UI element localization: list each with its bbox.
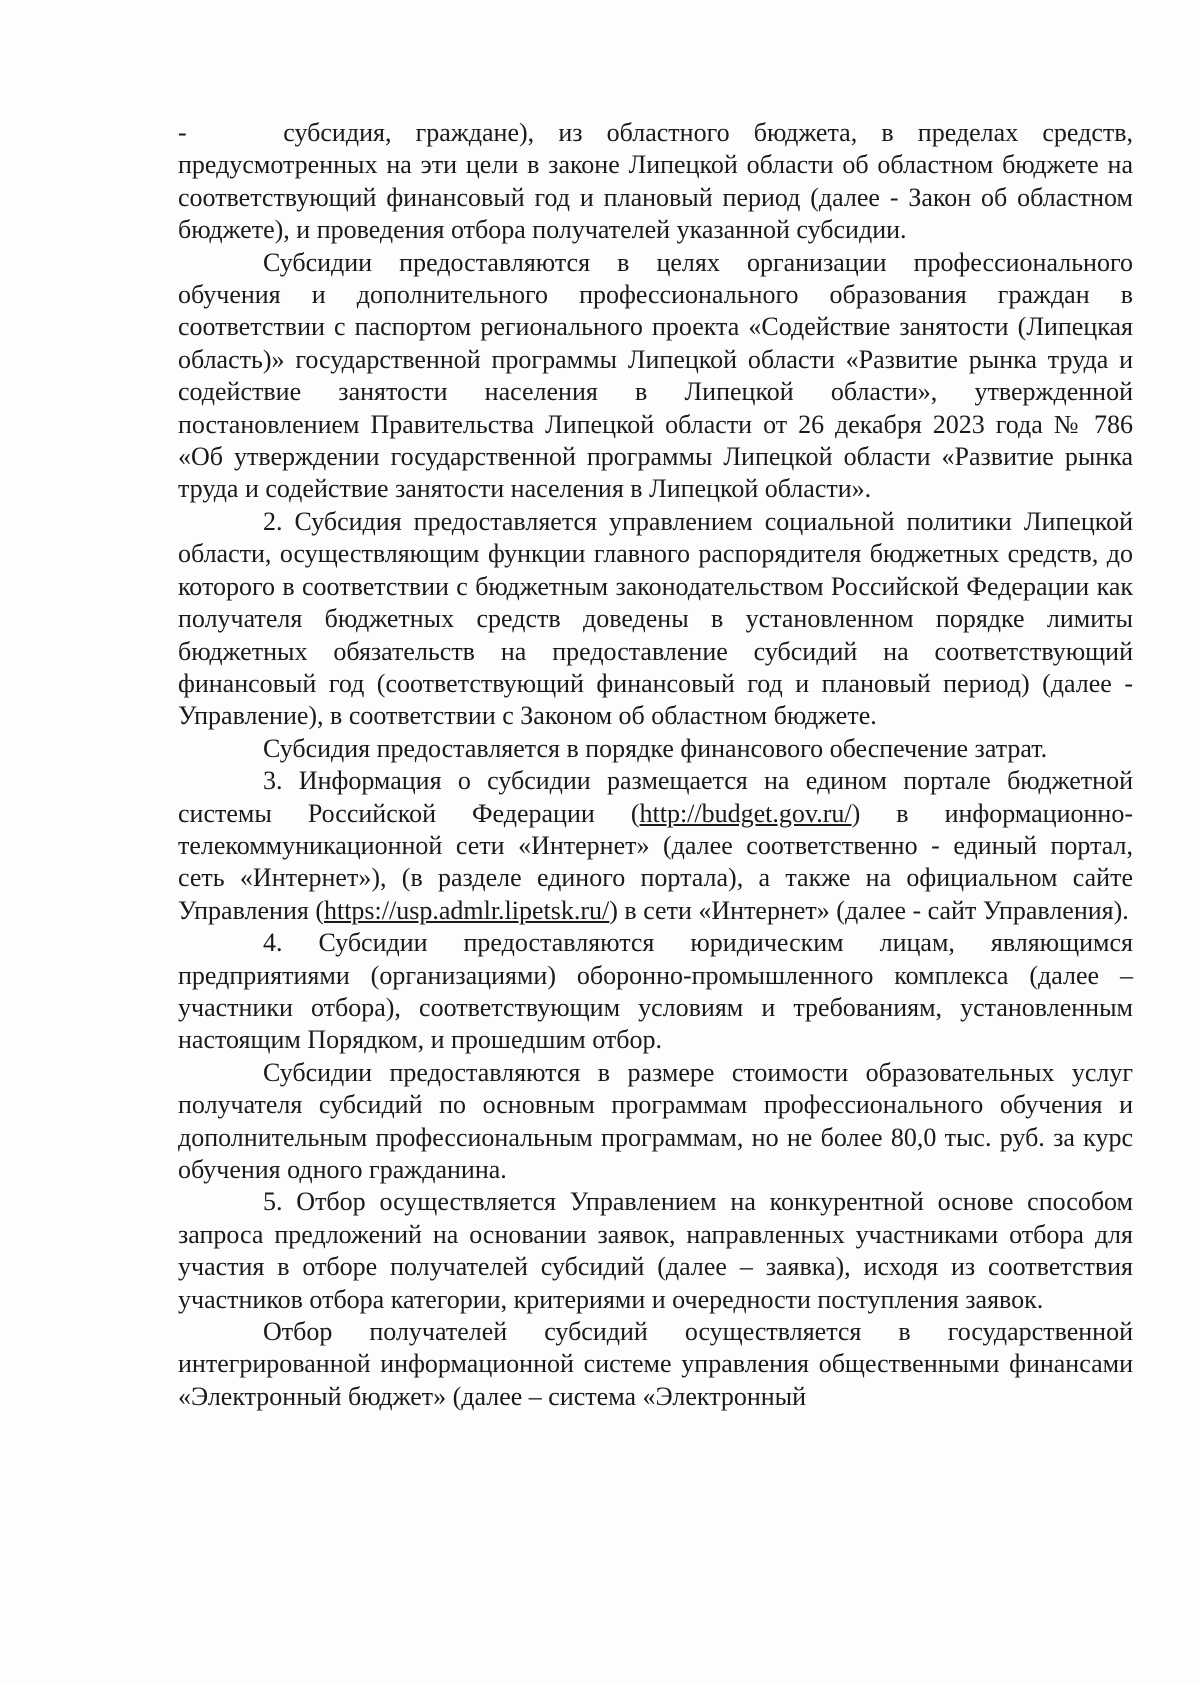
- budget-portal-link[interactable]: http://budget.gov.ru/: [639, 798, 852, 828]
- paragraph-clause-3: [178, 765, 1133, 927]
- paragraph-financing-order: [178, 733, 1133, 765]
- usp-site-link[interactable]: https://usp.admlr.lipetsk.ru/: [323, 895, 610, 925]
- paragraph-text: 3. Информация о субсидии размещается на едином портале бюджетной системы Российской Федерации (: [178, 766, 1133, 828]
- paragraph-text: Отбор получателей субсидий осуществляется в государственной интегрированной информационной системе управления общественными финансами «Электронный бюджет» (далее – система «Электронный: [178, 1317, 1133, 1411]
- paragraph-purpose: [178, 247, 1133, 506]
- paragraph-clause-5: [178, 1186, 1133, 1316]
- paragraph-text: 4. Субсидии предоставляются юридическим лицам, являющимся предприятиями (организациями) оборонно-промышленного комплекса (далее – участники отбора), соответствующим условиям и требованиям, установленным настоящим Порядком, и прошедшим отбор.: [178, 928, 1133, 1055]
- paragraph-subsidy-size: [178, 1057, 1133, 1187]
- paragraph-text: Субсидия предоставляется в порядке финансового обеспечение затрат.: [263, 733, 1048, 763]
- paragraph-text: 5. Отбор осуществляется Управлением на конкурентной основе способом запроса предложений на основании заявок, направленных участниками отбора для участия в отборе получателей субсидий (далее – заявка), исходя из соответствия участников отбора категории, критериями и очередности поступления заявок.: [178, 1187, 1133, 1314]
- paragraph-selection-system: [178, 1316, 1133, 1413]
- paragraph-clause-2: [178, 506, 1133, 733]
- paragraph-text: Субсидии предоставляются в размере стоимости образовательных услуг получателя субсидий по основным программам профессионального обучения и дополнительным профессиональным программам, но не более 80,0 тыс. руб. за курс обучения одного гражданина.: [178, 1057, 1133, 1184]
- paragraph-text: ) в сети «Интернет» (далее - сайт Управления).: [609, 895, 1129, 925]
- paragraph-continuation: [178, 117, 1133, 247]
- paragraph-text: 2. Субсидия предоставляется управлением социальной политики Липецкой области, осуществляющим функции главного распорядителя бюджетных средств, до которого в соответствии с бюджетным законодательством Российской Федерации как получателя бюджетных средств доведены в установленном порядке лимиты бюджетных обязательств на предоставление субсидий на соответствующий финансовый год (соответствующий финансовый год и плановый период) (далее - Управление), в соответствии с Законом об областном бюджете.: [178, 506, 1133, 731]
- paragraph-text: Субсидии предоставляются в целях организации профессионального обучения и дополнительного профессионального образования граждан в соответствии с паспортом регионального проекта «Содействие занятости (Липецкая область)» государственной программы Липецкой области «Развитие рынка труда и содействие занятости населения в Липецкой области», утвержденной постановлением Правительства Липецкой области от 26 декабря 2023 года № 786 «Об утверждении государственной программы Липецкой области «Развитие рынка труда и содействие занятости населения в Липецкой области».: [178, 247, 1133, 504]
- paragraph-text: ) в информационно-телекоммуникационной сети «Интернет» (далее соответственно - единый портал, сеть «Интернет»), (в разделе единого портала), а также на официальном сайте Управления (: [178, 798, 1133, 925]
- document-body: [178, 117, 1133, 1413]
- paragraph-clause-4: [178, 927, 1133, 1057]
- paragraph-text: - субсидия, граждане), из областного бюджета, в пределах средств, предусмотренных на эти цели в законе Липецкой области об областном бюджете на соответствующий финансовый год и плановый период (далее - Закон об областном бюджете), и проведения отбора получателей указанной субсидии.: [178, 118, 1133, 245]
